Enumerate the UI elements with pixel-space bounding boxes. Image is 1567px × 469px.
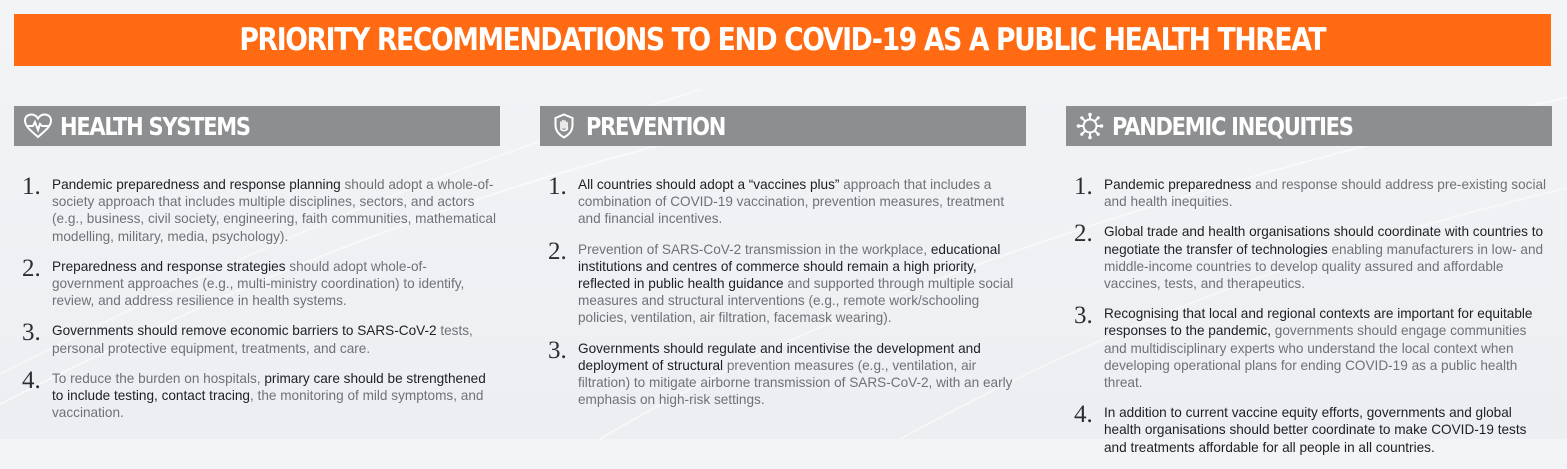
section-header-prevention [540, 106, 1026, 146]
item-text [1104, 404, 1552, 456]
item-text-regular: prevention measures (e.g., ventilation, air filtration) to mitigate airborne transmission of SARS-CoV-2, with an early emphasis on high-risk settings. [578, 357, 1013, 408]
item-text-regular: and supported through multiple social measures and structural interventions (e.g., remote work/schooling policies, ventilation, air filtration, facemask wearing). [578, 276, 1014, 326]
item-number: 1. [22, 173, 41, 200]
recommendation-list [14, 173, 500, 421]
item-text-regular: should adopt whole-of-government approaches (e.g., multi-ministry coordination) to identify, review, and address resilience in health systems. [52, 258, 465, 309]
item-number: 4. [22, 366, 41, 394]
hand-stop-icon [550, 112, 578, 140]
item-text-bold: Pandemic preparedness and response planning [52, 177, 341, 192]
section-title: PREVENTION [586, 111, 726, 141]
item-text-regular: enabling manufacturers in low- and middle-income countries to develop quality assured and affordable vaccines, tests, and therapeutics. [1104, 241, 1544, 292]
item-number: 3. [1074, 302, 1093, 330]
recommendation-item [14, 366, 500, 422]
item-text-regular: , the monitoring of mild symptoms, and vaccination. [52, 388, 484, 421]
column-health-systems [14, 106, 500, 434]
item-number: 2. [1074, 220, 1093, 248]
section-header-health-systems [14, 106, 500, 146]
item-number: 1. [1074, 173, 1093, 200]
section-title: PANDEMIC INEQUITIES [1112, 111, 1353, 141]
item-text [52, 176, 500, 245]
recommendation-item [1066, 173, 1552, 210]
recommendation-item [1066, 220, 1552, 292]
item-text-regular: To reduce the burden on hospitals, [52, 370, 265, 386]
item-text-bold: Global trade and health organisations should coordinate with countries to negotiate the transfer of technologies [1104, 224, 1544, 257]
page-title-banner [14, 14, 1551, 66]
item-text-regular: governments should engage communities and multidisciplinary experts who understand the local context when developing operational plans for ending COVID-19 as a public health threat. [1104, 323, 1527, 391]
column-prevention [540, 106, 1026, 421]
item-number: 3. [548, 336, 567, 364]
recommendation-item [540, 173, 1026, 228]
recommendation-item [14, 319, 500, 356]
recommendation-list [1066, 173, 1552, 456]
item-text-bold: educational institutions and centres of commerce should remain a high priority, reflected in public health guidance [578, 241, 1001, 292]
section-header-pandemic-inequities [1066, 106, 1552, 146]
item-text-regular: and response should address pre-existing social and health inequities. [1104, 177, 1547, 210]
item-text [52, 322, 500, 356]
item-text [578, 176, 1026, 228]
section-title: HEALTH SYSTEMS [60, 111, 250, 141]
item-text-bold: All countries should adopt a “vaccines plus” [578, 177, 840, 192]
recommendation-item [1066, 401, 1552, 456]
column-pandemic-inequities [1066, 106, 1552, 469]
recommendation-item [14, 173, 500, 245]
item-number: 1. [548, 173, 567, 200]
item-text-bold: In addition to current vaccine equity efforts, [1104, 405, 1363, 421]
item-text-bold: Preparedness and response strategies [52, 258, 286, 274]
item-text-regular: approach that includes a combination of COVID-19 vaccination, prevention measures, treatment and financial incentives. [578, 177, 1005, 227]
item-number: 2. [548, 237, 567, 265]
item-text [1104, 176, 1552, 210]
item-text-regular: tests, personal protective equipment, treatments, and care. [52, 323, 473, 356]
item-number: 3. [22, 319, 41, 347]
virus-icon [1076, 112, 1104, 140]
item-text-bold: Governments should remove economic barriers to SARS-CoV-2 [52, 323, 437, 339]
item-text [1104, 305, 1552, 391]
recommendation-list [540, 173, 1026, 408]
item-text-regular: should adopt a whole-of-society approach that includes multiple disciplines, sectors, and actors (e.g., business, civil society, engineering, faith communities, mathematical modelling, military, media, psychology). [52, 177, 497, 244]
page-title: PRIORITY RECOMMENDATIONS TO END COVID-19 AS A PUBLIC HEALTH THREAT [239, 22, 1326, 58]
item-text-bold: primary care should be strengthened to include testing, contact tracing [52, 370, 486, 404]
item-text [52, 370, 500, 422]
item-text-bold: Governments should regulate and incentivise the development and deployment of structural [578, 340, 981, 373]
item-text-bold: governments and global health organisations should better coordinate to make COVID-19 tests and treatments affordable for all people in all countries. [1104, 405, 1527, 455]
item-text-bold: Pandemic preparedness [1104, 177, 1252, 192]
item-text [52, 258, 500, 310]
recommendation-item [14, 254, 500, 310]
recommendation-item [1066, 302, 1552, 391]
item-text-regular: Prevention of SARS-CoV-2 transmission in the workplace, [578, 241, 931, 257]
recommendation-item [540, 336, 1026, 409]
item-text [578, 241, 1026, 327]
item-text-bold: Recognising that local and regional contexts are important for equitable responses to the pandemic, [1104, 306, 1533, 339]
item-text [578, 340, 1026, 409]
recommendation-item [540, 237, 1026, 327]
heartbeat-icon [24, 112, 52, 140]
item-number: 2. [22, 254, 41, 282]
item-number: 4. [1074, 401, 1093, 429]
item-text [1104, 223, 1552, 292]
